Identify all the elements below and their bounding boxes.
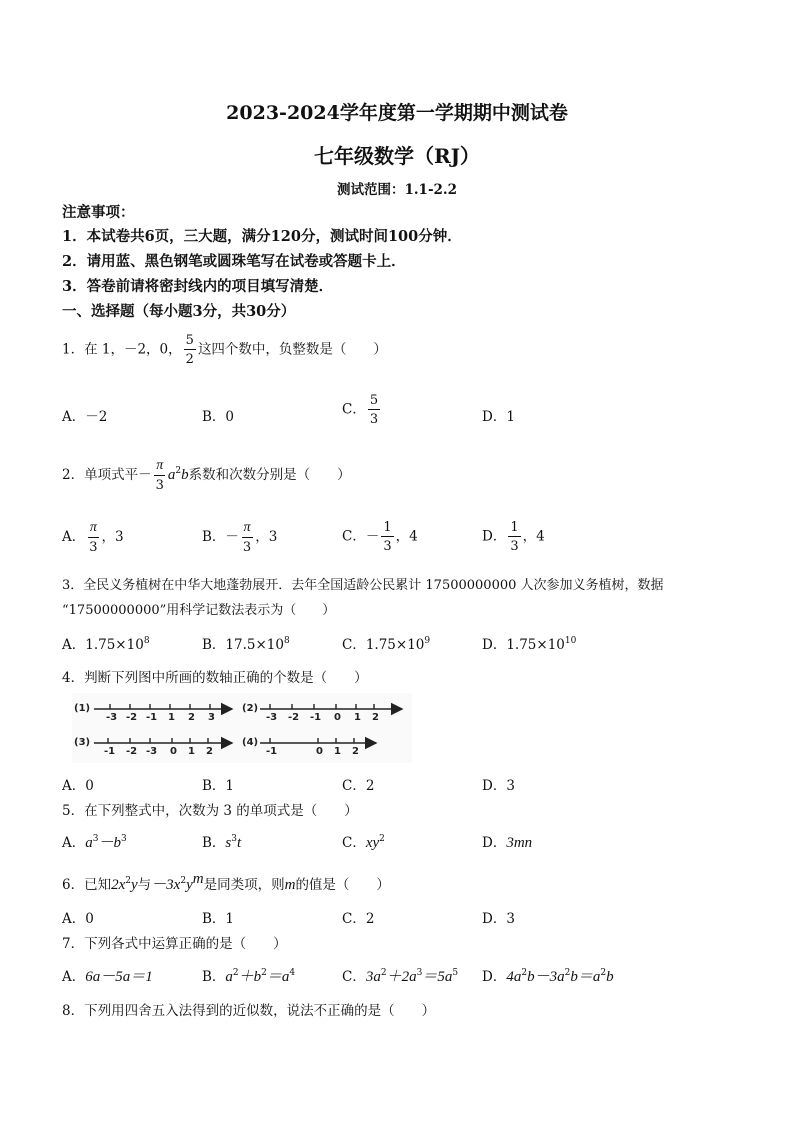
q5-option-c bbox=[342, 831, 385, 852]
q7-c-p1: 3a bbox=[365, 969, 381, 985]
q6-term1: 2x bbox=[111, 877, 126, 893]
q1-option-c-label: C． bbox=[342, 401, 366, 418]
q7-c-label: C． bbox=[342, 969, 366, 985]
q5-d-expr: 3mn bbox=[506, 835, 533, 851]
question-3-line-1: 3．全民义务植树在中华大地蓬勃展开．去年全国适龄公民累计 17500000000 人次参加义务植树，数据 bbox=[62, 578, 664, 593]
q2-suffix: 系数和次数分别是（ ） bbox=[188, 467, 351, 483]
tick-label: 1 bbox=[188, 746, 195, 757]
q5-d-label: D． bbox=[482, 835, 507, 851]
q1-option-b: B．0 bbox=[202, 409, 235, 425]
q7-b-label: B． bbox=[202, 969, 226, 985]
q7-d-p1: 4a bbox=[506, 969, 522, 985]
q2-c-num: 1 bbox=[383, 520, 392, 535]
q5-option-a bbox=[62, 831, 127, 852]
q5-a-label: A． bbox=[62, 835, 86, 851]
q7-a-expr: 6a－5a＝1 bbox=[85, 969, 153, 985]
q5-b-label: B． bbox=[202, 835, 226, 851]
q2-b-tail: ，3 bbox=[255, 529, 278, 545]
q2-d-label: D． bbox=[482, 528, 507, 545]
q5-b-expr: s bbox=[225, 835, 232, 851]
q2-option-c bbox=[342, 521, 418, 553]
question-7: 7．下列各式中运算正确的是（ ） bbox=[62, 936, 287, 952]
tick-label: 1 bbox=[168, 712, 175, 723]
q6-term1-y: y bbox=[131, 877, 138, 893]
question-4: 4．判断下列图中所画的数轴正确的个数是（ ） bbox=[62, 670, 368, 686]
question-5: 5．在下列整式中，次数为 3 的单项式是（ ） bbox=[62, 803, 358, 819]
q6-term2: －3x bbox=[151, 877, 181, 893]
page-title: 2023-2024学年度第一学期期中测试卷 bbox=[226, 102, 568, 124]
question-8: 8．下列用四舍五入法得到的近似数，说法不正确的是（ ） bbox=[62, 1003, 436, 1019]
q3-d-text: D．1.75×10 bbox=[482, 637, 565, 653]
q1-frac-den: 2 bbox=[185, 352, 194, 367]
q6-term2-y: y bbox=[186, 877, 193, 893]
q3-a-exp: 8 bbox=[143, 636, 150, 646]
axis-label-3: (3) bbox=[74, 737, 91, 748]
page-subtitle: 七年级数学（RJ） bbox=[313, 144, 481, 168]
tick-label: 2 bbox=[206, 746, 213, 757]
q6-prefix: 6．已知 bbox=[62, 877, 112, 893]
q7-c-p3: ＝5a bbox=[422, 969, 453, 985]
question-1 bbox=[62, 334, 387, 366]
q2-b-num: π bbox=[242, 521, 253, 538]
tick-label: -3 bbox=[106, 712, 118, 723]
tick-label: -3 bbox=[266, 712, 278, 723]
q7-a-label: A． bbox=[62, 969, 86, 985]
q2-d-tail: ，4 bbox=[522, 528, 545, 545]
q4-option-a: A．0 bbox=[62, 778, 94, 794]
q2-prefix: 2．单项式平－ bbox=[62, 467, 152, 483]
q3-c-exp: 9 bbox=[424, 636, 431, 646]
q6-suffix2: 的值是（ ） bbox=[295, 877, 390, 893]
q2-d-num: 1 bbox=[510, 520, 519, 535]
q6-var: m bbox=[284, 877, 296, 893]
q6-mid: 与 bbox=[137, 877, 152, 893]
q6-term2-y-exp: m bbox=[192, 871, 204, 887]
q2-d-den: 3 bbox=[510, 539, 519, 554]
q2-frac-num: π bbox=[154, 459, 165, 476]
q5-a-exp1: 3 bbox=[92, 834, 99, 844]
q2-a-den: 3 bbox=[89, 540, 98, 555]
q2-exp: 2 bbox=[175, 466, 182, 476]
tick-label: -2 bbox=[288, 712, 300, 723]
q7-c-e2: 3 bbox=[416, 968, 423, 978]
q5-a-expr: a bbox=[85, 835, 93, 851]
q5-b-exp: 3 bbox=[231, 834, 237, 844]
axis-label-4: (4) bbox=[242, 737, 259, 748]
q3-b-text: B．17.5×10 bbox=[202, 637, 284, 653]
q6-term2-exp: 2 bbox=[180, 876, 187, 886]
q2-c-label: C．－ bbox=[342, 528, 380, 545]
q4-option-b: B．1 bbox=[202, 778, 235, 794]
tick-label: -2 bbox=[126, 746, 138, 757]
tick-label: 2 bbox=[188, 712, 195, 723]
q1-prefix: 1．在 1，－2，0， bbox=[62, 341, 182, 358]
question-2 bbox=[62, 459, 351, 492]
test-scope: 测试范围：1.1-2.2 bbox=[336, 182, 458, 198]
q2-a-num: π bbox=[88, 521, 99, 538]
q5-c-label: C． bbox=[342, 835, 366, 851]
tick-label: -3 bbox=[146, 746, 158, 757]
axis-label-1: (1) bbox=[74, 703, 91, 714]
tick-label: -2 bbox=[126, 712, 138, 723]
tick-label: -1 bbox=[310, 712, 322, 723]
q7-b-e2: 2 bbox=[261, 968, 267, 978]
q7-c-e3: 5 bbox=[452, 968, 459, 978]
tick-label: 3 bbox=[208, 712, 215, 723]
tick-label: 1 bbox=[334, 746, 341, 757]
q2-frac-den: 3 bbox=[155, 478, 164, 493]
q2-a-tail: ，3 bbox=[101, 529, 124, 545]
q1-option-c-den: 3 bbox=[369, 412, 379, 427]
q1-fraction bbox=[184, 334, 196, 366]
q2-option-d bbox=[482, 521, 545, 553]
tick-label: 0 bbox=[170, 746, 177, 757]
q3-b-exp: 8 bbox=[283, 636, 290, 646]
question-3-line-2: “17500000000”用科学记数法表示为（ ） bbox=[62, 603, 336, 618]
q7-d-p3: b＝a bbox=[570, 969, 601, 985]
q6-term1-exp: 2 bbox=[125, 876, 131, 886]
q3-d-exp: 10 bbox=[564, 636, 577, 646]
q7-b-p1: a bbox=[225, 969, 233, 985]
q1-option-a: A．－2 bbox=[62, 409, 108, 425]
q6-option-a: A．0 bbox=[62, 911, 94, 927]
q5-option-d bbox=[482, 831, 532, 852]
q4-option-d: D．3 bbox=[482, 778, 515, 794]
q1-frac-num: 5 bbox=[185, 333, 194, 348]
q7-d-e2: 2 bbox=[564, 968, 571, 978]
q7-b-e3: 4 bbox=[289, 968, 296, 978]
q2-var-b: b bbox=[181, 467, 189, 483]
tick-label: -1 bbox=[266, 746, 278, 757]
q2-option-b bbox=[202, 521, 277, 554]
axis-label-2: (2) bbox=[242, 703, 259, 714]
q5-option-b bbox=[202, 831, 241, 852]
notes-heading: 注意事项： bbox=[62, 204, 135, 221]
q2-b-den: 3 bbox=[242, 540, 252, 555]
tick-label: 0 bbox=[334, 712, 341, 723]
q1-option-d: D．1 bbox=[482, 409, 515, 425]
q7-c-p2: ＋2a bbox=[386, 969, 417, 985]
q1-option-c-num: 5 bbox=[369, 393, 379, 408]
q2-var-a: a bbox=[167, 467, 176, 483]
q7-option-a bbox=[62, 965, 153, 986]
q1-suffix: 这四个数中，负整数是（ ） bbox=[197, 341, 387, 358]
q5-c-exp: 2 bbox=[379, 834, 385, 844]
q7-c-e1: 2 bbox=[380, 968, 387, 978]
q7-option-d bbox=[482, 965, 614, 986]
q7-d-p2: b－3a bbox=[527, 969, 565, 985]
q7-b-e1: 2 bbox=[232, 968, 239, 978]
q4-option-c: C．2 bbox=[342, 778, 375, 794]
q5-a-exp2: 3 bbox=[121, 834, 127, 844]
section-heading: 一、选择题（每小题3分，共30分） bbox=[62, 303, 296, 320]
q7-option-c bbox=[342, 965, 458, 986]
q6-option-d: D．3 bbox=[482, 911, 515, 927]
q2-b-label: B．－ bbox=[202, 529, 239, 545]
q3-option-d bbox=[482, 633, 576, 653]
question-6 bbox=[62, 873, 390, 894]
q3-option-c bbox=[342, 633, 430, 653]
note-item: 2．请用蓝、黑色钢笔或圆珠笔写在试卷或答题卡上． bbox=[62, 253, 406, 270]
note-item: 3．答卷前请将密封线内的项目填写清楚． bbox=[62, 278, 334, 295]
tick-label: 1 bbox=[354, 712, 361, 723]
q5-a-mid: －b bbox=[98, 835, 121, 851]
tick-label: 2 bbox=[352, 746, 359, 757]
q7-d-e1: 2 bbox=[521, 968, 528, 978]
q2-c-tail: ，4 bbox=[395, 528, 418, 545]
q1-option-c bbox=[342, 394, 382, 426]
q3-a-text: A．1.75×10 bbox=[62, 637, 144, 653]
q6-suffix: 是同类项，则 bbox=[203, 877, 285, 893]
q2-a-label: A． bbox=[62, 529, 86, 545]
tick-label: -1 bbox=[146, 712, 158, 723]
q3-option-b bbox=[202, 633, 290, 653]
q2-option-a bbox=[62, 521, 124, 554]
q7-b-p2: ＋b bbox=[238, 969, 262, 985]
q2-c-den: 3 bbox=[383, 539, 392, 554]
note-item: 1．本试卷共6页，三大题，满分120分，测试时间100分钟． bbox=[62, 228, 462, 245]
q5-b-tail: t bbox=[237, 835, 242, 851]
q3-c-text: C．1.75×10 bbox=[342, 637, 425, 653]
q7-d-p4: b bbox=[606, 969, 614, 985]
q6-option-c: C．2 bbox=[342, 911, 375, 927]
q6-option-b: B．1 bbox=[202, 911, 235, 927]
q7-d-label: D． bbox=[482, 969, 507, 985]
q7-d-e3: 2 bbox=[600, 968, 607, 978]
number-line-figure bbox=[72, 693, 412, 763]
tick-label: 2 bbox=[372, 712, 379, 723]
q7-b-p3: ＝a bbox=[266, 969, 290, 985]
tick-label: -1 bbox=[104, 746, 116, 757]
q5-c-expr: xy bbox=[365, 835, 380, 851]
q3-option-a bbox=[62, 633, 150, 653]
q7-option-b bbox=[202, 965, 295, 986]
tick-label: 0 bbox=[316, 746, 323, 757]
